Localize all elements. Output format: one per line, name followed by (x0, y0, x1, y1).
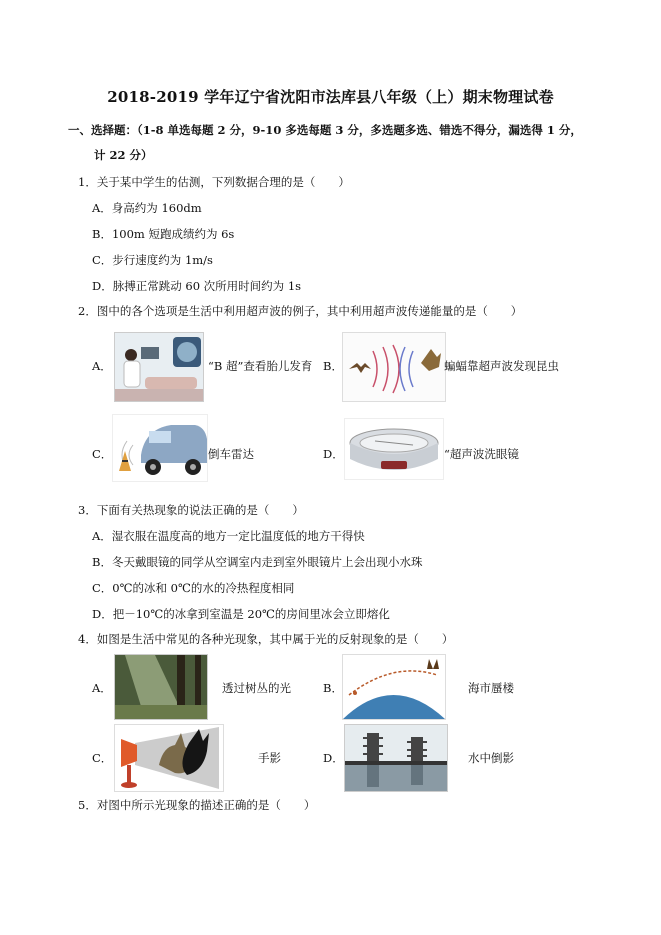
q4-option-b-caption: 海市蜃楼 (468, 681, 514, 695)
q4-option-a-letter: A． (92, 681, 112, 695)
section-heading-cont: 计 22 分） (94, 148, 153, 162)
pagoda-reflection-image (344, 724, 448, 792)
bat-echolocation-image (342, 332, 446, 402)
ultrasound-b-scan-image (114, 332, 204, 402)
q1-option-b: B．100m 短跑成绩约为 6s (92, 227, 235, 241)
q3-option-c: C．0℃的冰和 0℃的水的冷热程度相同 (92, 581, 295, 595)
q1-option-a: A．身高约为 160dm (92, 201, 202, 215)
q2-option-c-letter: C． (92, 447, 113, 461)
q2-option-c-caption: 倒车雷达 (208, 447, 254, 461)
q1-stem: 1．关于某中学生的估测，下列数据合理的是（ ） (78, 175, 350, 189)
q4-option-d-letter: D． (323, 751, 344, 765)
q5-stem: 5．对图中所示光现象的描述正确的是（ ） (78, 798, 316, 812)
q3-option-b: B．冬天戴眼镜的同学从空调室内走到室外眼镜片上会出现小水珠 (92, 555, 423, 569)
q3-option-a: A．湿衣服在温度高的地方一定比温度低的地方干得快 (92, 529, 365, 543)
ultrasonic-cleaner-image (344, 418, 444, 480)
q1-option-c: C．步行速度约为 1m/s (92, 253, 213, 267)
q1-option-d: D．脉搏正常跳动 60 次所用时间约为 1s (92, 279, 302, 293)
q4-option-c-caption: 手影 (258, 751, 281, 765)
q2-option-b-caption: 蝙蝠靠超声波发现昆虫 (444, 359, 559, 373)
q4-option-b-letter: B． (323, 681, 343, 695)
q4-option-c-letter: C． (92, 751, 113, 765)
page-title: 2018-2019 学年辽宁省沈阳市法库县八年级（上）期末物理试卷 (107, 88, 554, 106)
light-through-trees-image (114, 654, 208, 720)
q4-option-d-caption: 水中倒影 (468, 751, 514, 765)
q4-option-a-caption: 透过树丛的光 (222, 681, 291, 695)
q2-option-a-letter: A． (92, 359, 112, 373)
hand-shadow-image (114, 724, 224, 792)
q2-stem: 2．图中的各个选项是生活中利用超声波的例子，其中利用超声波传递能量的是（ ） (78, 304, 523, 318)
q2-option-b-letter: B． (323, 359, 343, 373)
mirage-image (342, 654, 446, 720)
q3-option-d: D．把－10℃的冰拿到室温是 20℃的房间里冰会立即熔化 (92, 607, 390, 621)
reversing-radar-image (112, 414, 208, 482)
q2-option-a-caption: “B 超”查看胎儿发育 (208, 359, 313, 373)
q4-stem: 4．如图是生活中常见的各种光现象，其中属于光的反射现象的是（ ） (78, 632, 454, 646)
q2-option-d-caption: “超声波洗眼镜 (444, 447, 519, 461)
q2-option-d-letter: D． (323, 447, 344, 461)
section-heading: 一、选择题：（1-8 单选每题 2 分，9-10 多选每题 3 分，多选题多选、错选不得分，漏选得 1 分， (68, 123, 582, 137)
q3-stem: 3．下面有关热现象的说法正确的是（ ） (78, 503, 304, 517)
